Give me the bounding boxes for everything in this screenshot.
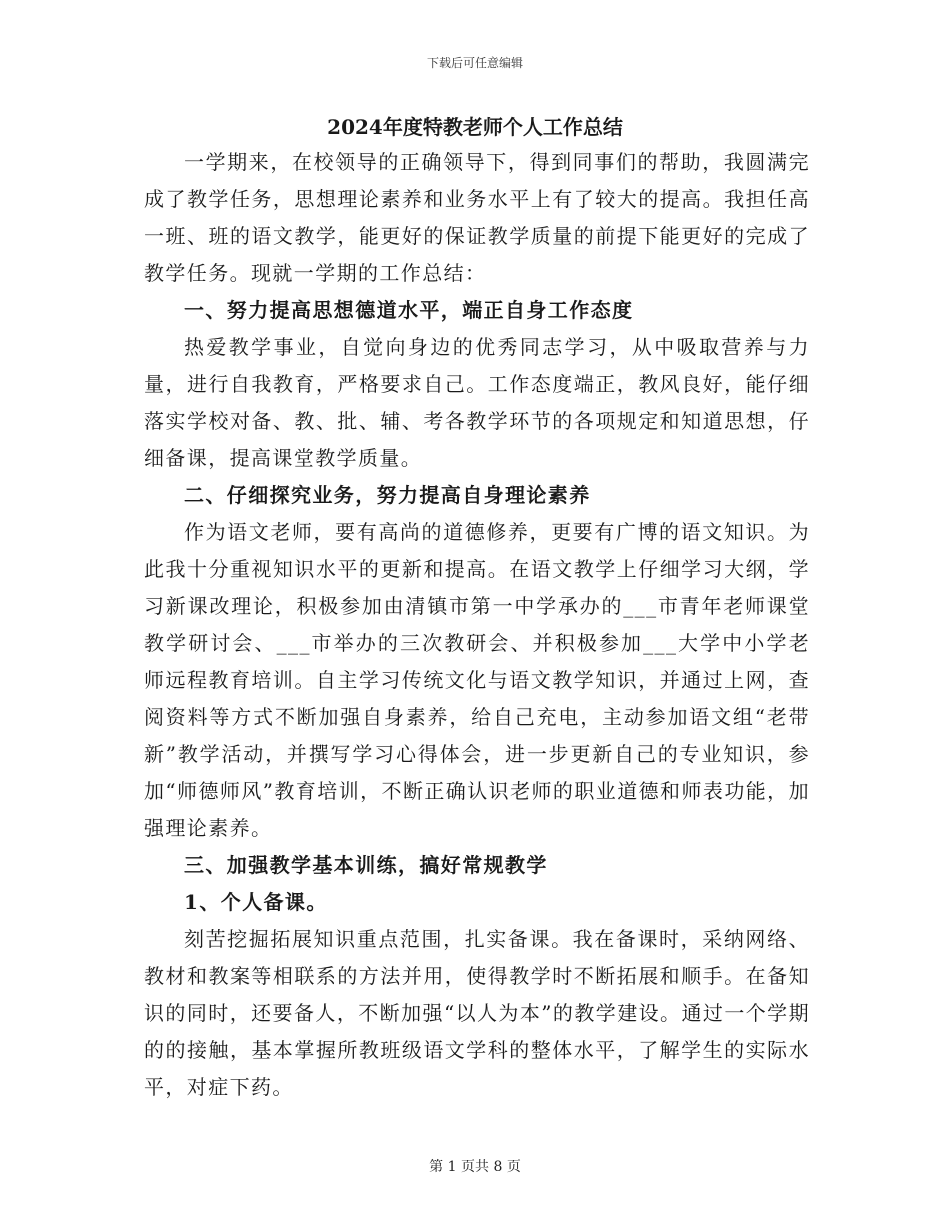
section-1-paragraph: 热爱教学事业，自觉向身边的优秀同志学习，从中吸取营养与力量，进行自我教育，严格要求自己。工作态度端正，教风良好，能仔细落实学校对备、教、批、辅、考各教学环节的各项规定和知道思想，仔细备课，提高课堂教学质量。 [144, 335, 810, 470]
total-pages-number: 8 [493, 1159, 503, 1175]
section-heading-1: 一、努力提高思想德道水平，端正自身工作态度 [184, 298, 634, 322]
footer-suffix: 页 [506, 1159, 521, 1175]
section-2-paragraph: 作为语文老师，要有高尚的道德修养，更要有广博的语文知识。为此我十分重视知识水平的更新和提高。在语文教学上仔细学习大纲，学习新课改理论，积极参加由清镇市第一中学承办的___市青年老师课堂教学研讨会、___市举办的三次教研会、并积极参加___大学中小学老师远程教育培训。自主学习传统文化与语文教学知识，并通过上网，查阅资料等方式不断加强自身素养，给自己充电，主动参加语文组“老带新”教学活动，并撰写学习心得体会，进一步更新自己的专业知识，参加“师德师风”教育培训，不断正确认识老师的职业道德和师表功能，加强理论素养。 [144, 520, 810, 840]
footer-prefix: 第 [429, 1159, 444, 1175]
intro-paragraph: 一学期来，在校领导的正确领导下，得到同事们的帮助，我圆满完成了教学任务，思想理论素养和业务水平上有了较大的提高。我担任高一班、班的语文教学，能更好的保证教学质量的前提下能更好的完成了教学任务。现就一学期的工作总结： [144, 150, 810, 285]
section-heading-2: 二、仔细探究业务，努力提高自身理论素养 [184, 483, 591, 507]
document-title: 2024年度特教老师个人工作总结 [327, 115, 623, 139]
subsection-1-paragraph: 刻苦挖掘拓展知识重点范围，扎实备课。我在备课时，采纳网络、教材和教案等相联系的方法并用，使得教学时不断拓展和顺手。在备知识的同时，还要备人，不断加强“以人为本”的教学建设。通过一个学期的的接触，基本掌握所教班级语文学科的整体水平，了解学生的实际水平，对症下药。 [144, 927, 810, 1099]
header-note: 下载后可任意编辑 [426, 56, 523, 70]
current-page-number: 1 [447, 1159, 457, 1175]
document-body [144, 144, 810, 1106]
subsection-heading-1: 1、个人备课。 [184, 890, 328, 914]
page-footer [0, 1156, 950, 1176]
section-heading-3: 三、加强教学基本训练，搞好常规教学 [184, 853, 548, 877]
footer-middle: 页共 [461, 1159, 489, 1175]
